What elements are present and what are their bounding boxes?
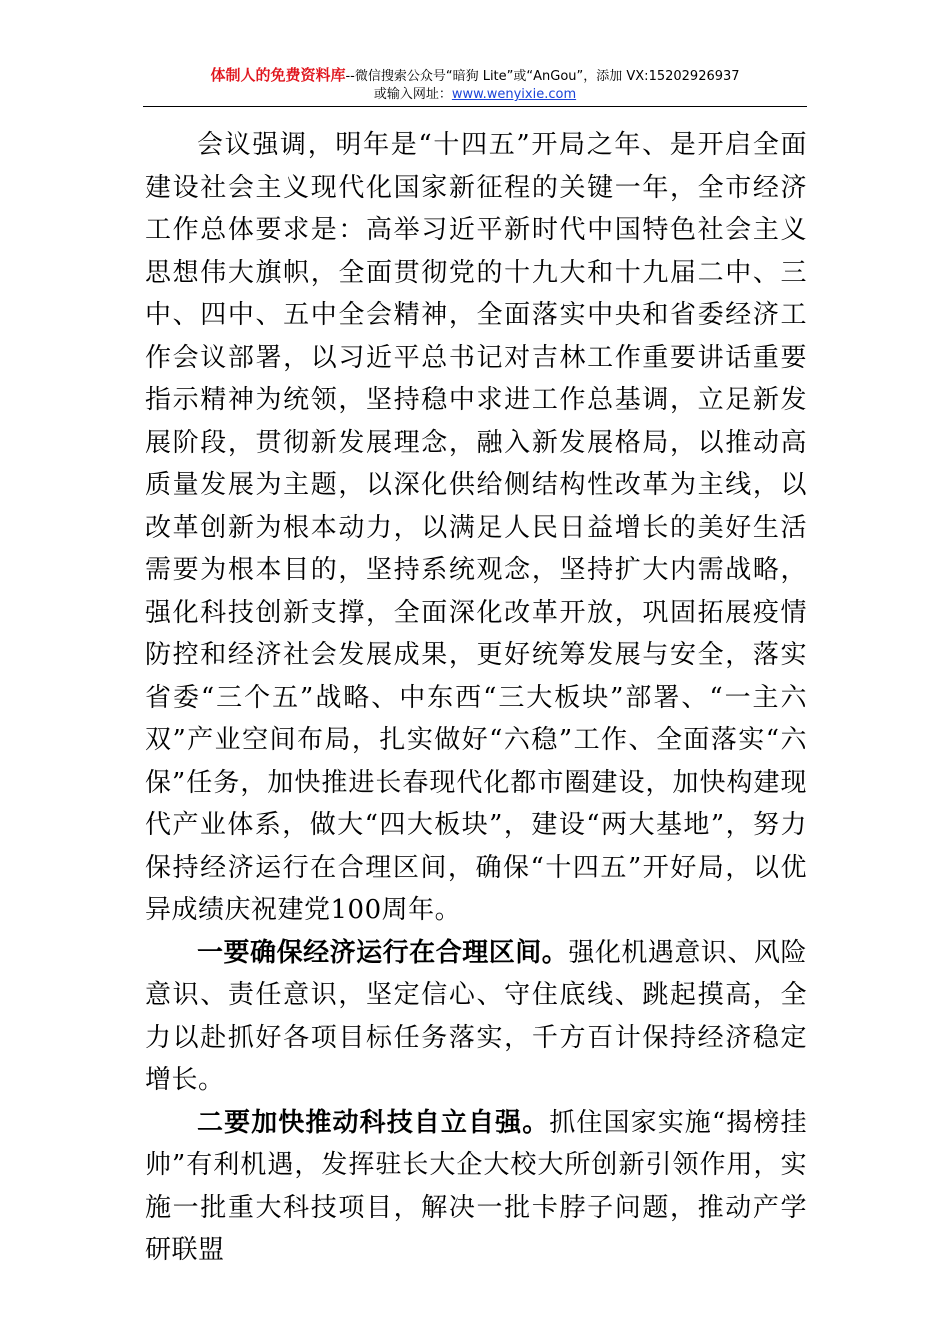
header-url-label: 或输入网址： (373, 87, 452, 102)
page-header (143, 66, 807, 104)
header-url-link[interactable]: www.wenyixie.com (451, 87, 577, 102)
paragraph-text: 会议强调，明年是“十四五”开局之年、是开启全面建设社会主义现代化国家新征程的关键一年，全市经济工作总体要求是：高举习近平新时代中国特色社会主义思想伟大旗帜，全面贯彻党的十九大和十九届二中、三中、四中、五中全会精神，全面落实中央和省委经济工作会议部署，以习近平总书记对吉林工作重要讲话重要指示精神为统领，坚持稳中求进工作总基调，立足新发展阶段，贯彻新发展理念，融入新发展格局，以推动高质量发展为主题，以深化供给侧结构性改革为主线，以改革创新为根本动力，以满足人民日益增长的美好生活需要为根本目的，坚持系统观念，坚持扩大内需战略，强化科技创新支撑，全面深化改革开放，巩固拓展疫情防控和经济社会发展成果，更好统筹发展与安全，落实省委“三个五”战略、中东西“三大板块”部署、“一主六双”产业空间布局，扎实做好“六稳”工作、全面落实“六保”任务，加快推进长春现代化都市圈建设，加快构建现代产业体系，做大“四大板块”，建设“两大基地”，努力保持经济运行在合理区间，确保“十四五”开好局，以优异成绩庆祝建党100周年。 (145, 130, 807, 925)
header-contact-info: --微信搜索公众号“暗狗 Lite”或“AnGou”，添加 VX:15202926937 (345, 69, 740, 84)
paragraph-meeting-emphasis (145, 124, 807, 932)
header-line-1 (143, 66, 807, 86)
paragraph-text: 抓住国家实施“揭榜挂帅”有利机遇，发挥驻长大企大校大所创新引领作用，实施一批重大科技项目，解决一批卡脖子问题，推动产学研联盟 (145, 1107, 807, 1265)
paragraph-text: 强化机遇意识、风险意识、责任意识，坚定信心、守住底线、跳起摸高，全力以赴抓好各项目标任务落实，千方百计保持经济稳定增长。 (145, 937, 807, 1095)
paragraph-economic-range (145, 932, 807, 1102)
header-line-2 (143, 86, 807, 104)
paragraph-lead: 一要确保经济运行在合理区间。 (197, 937, 569, 968)
document-body (145, 124, 807, 1272)
paragraph-lead: 二要加快推动科技自立自强。 (197, 1107, 550, 1138)
paragraph-tech-self-reliance (145, 1102, 807, 1272)
header-divider (143, 106, 807, 107)
header-brand: 体制人的免费资料库 (210, 66, 346, 84)
